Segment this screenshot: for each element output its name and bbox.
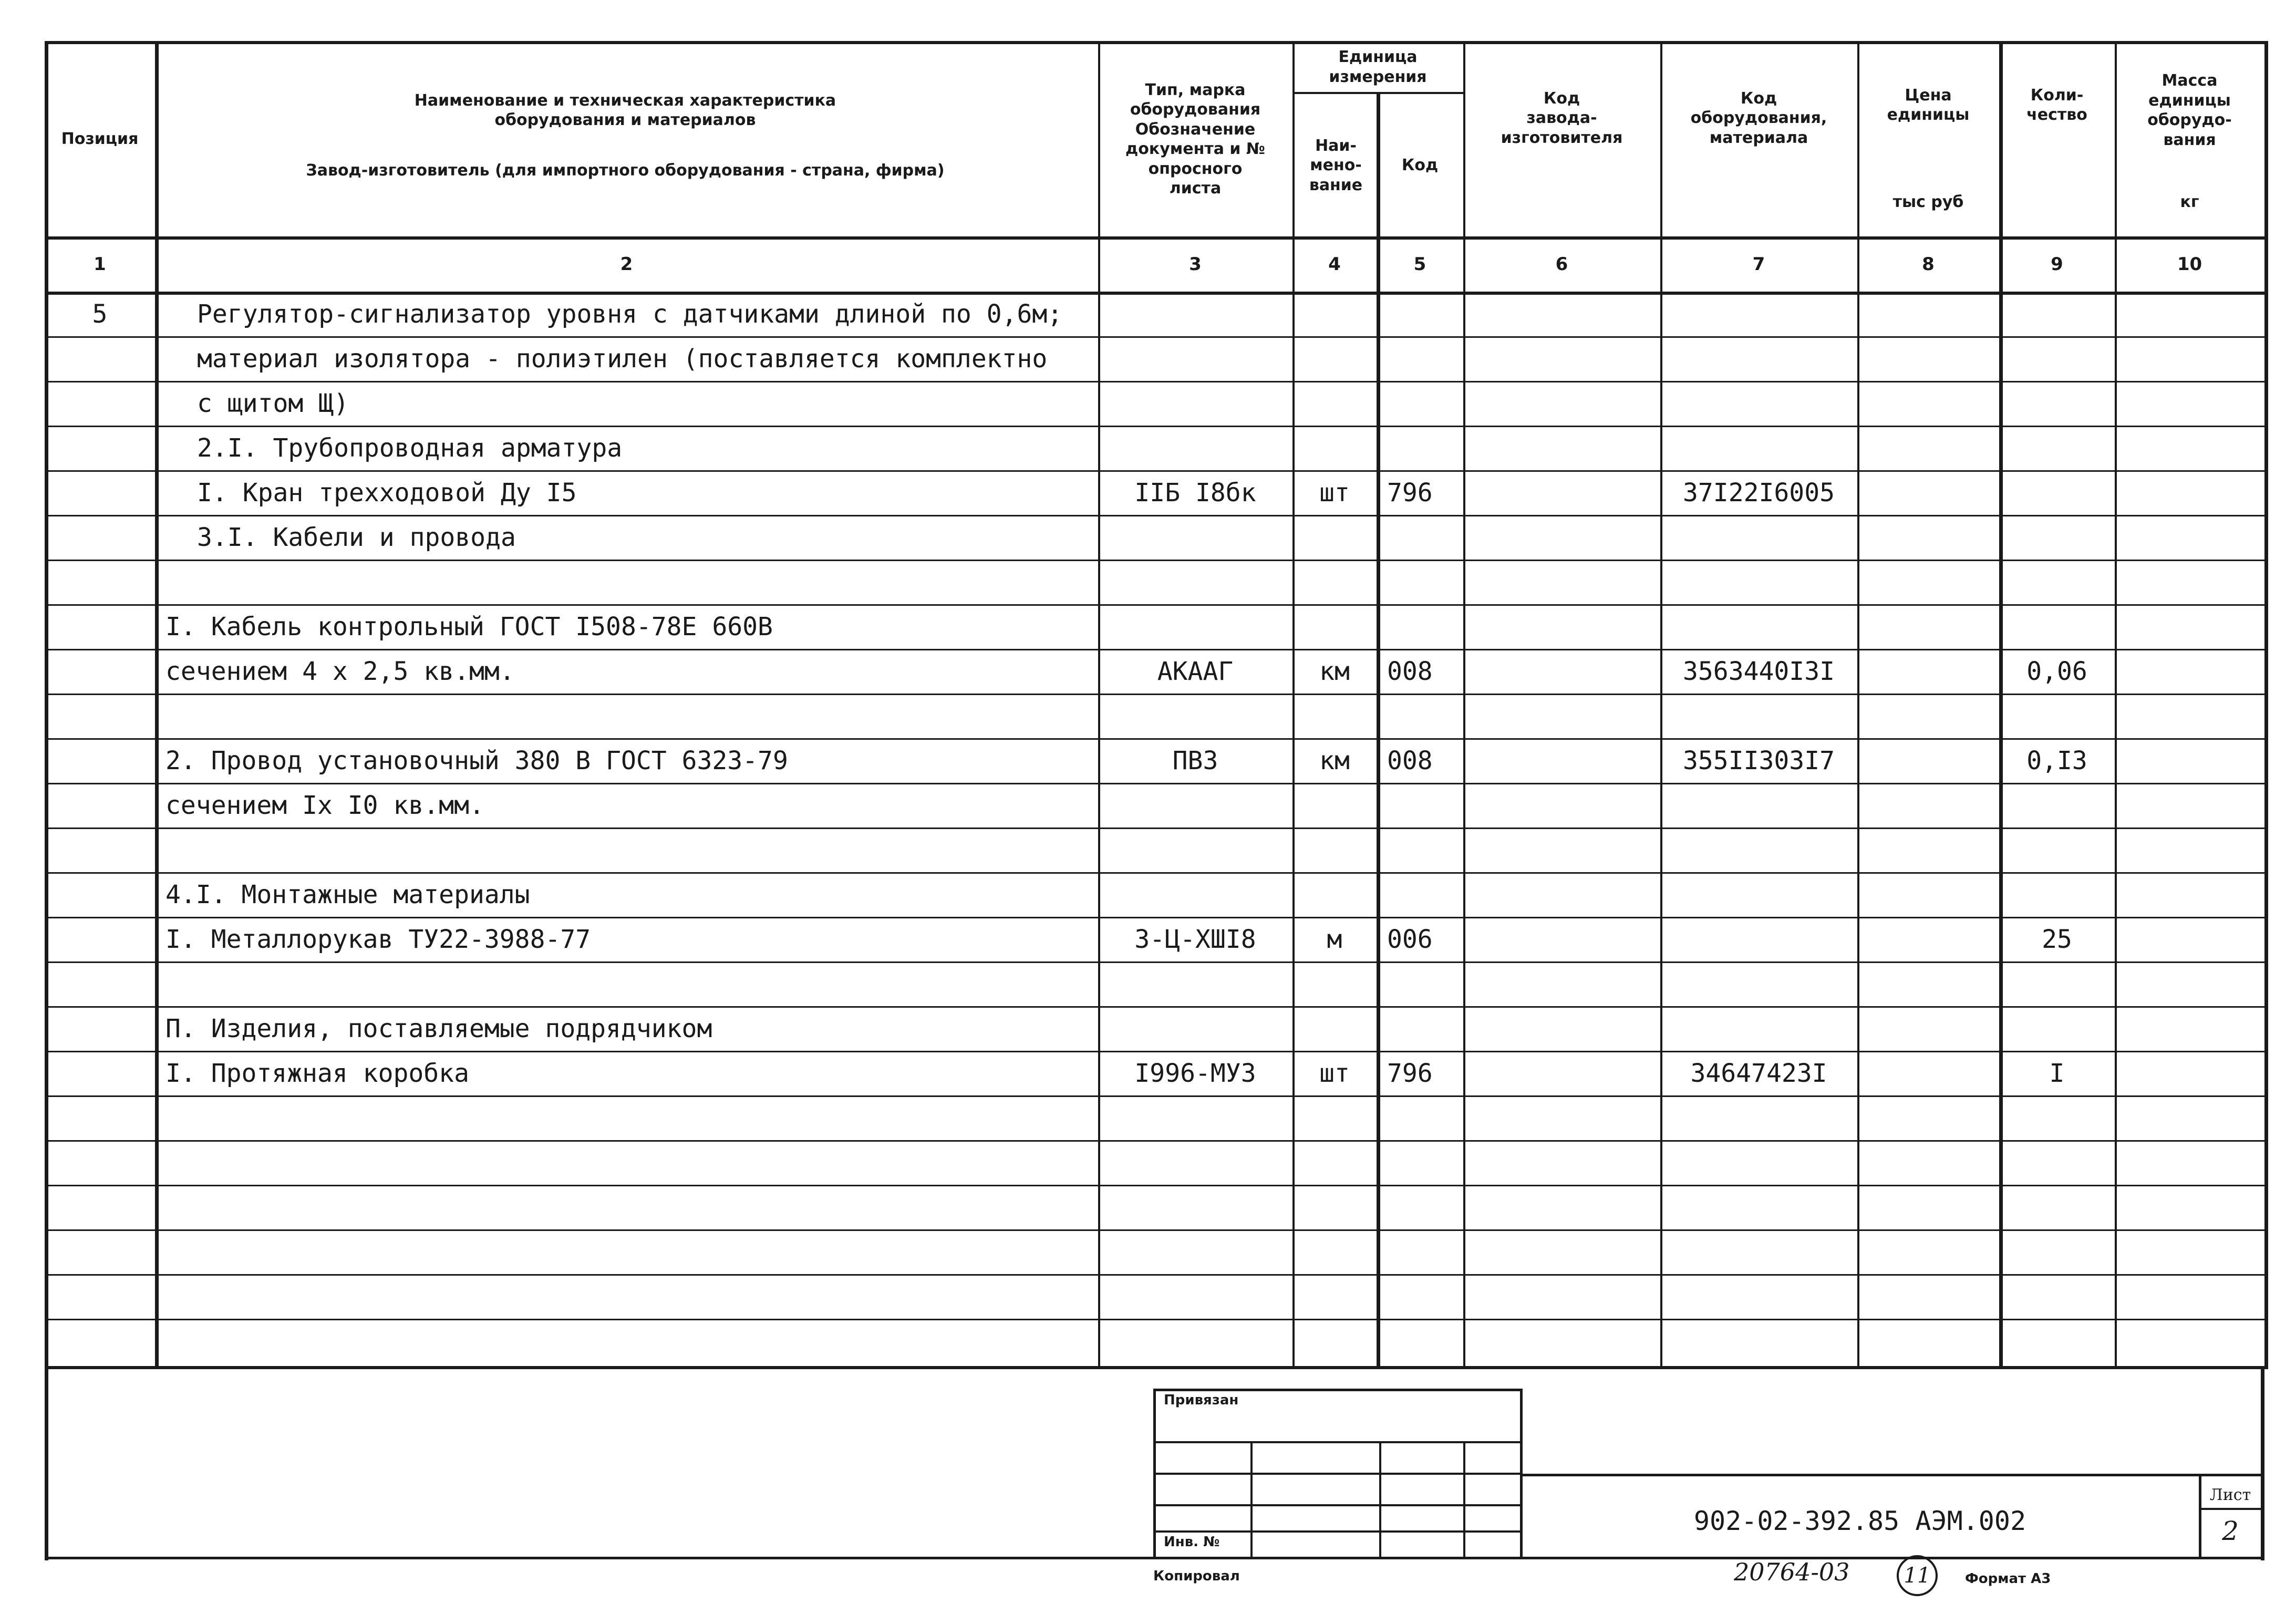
circled-number-text: 11 [1904, 1564, 1931, 1588]
column-line [1463, 41, 1465, 1369]
column-line [45, 41, 48, 1369]
column-line [1292, 41, 1295, 1369]
stamp-col [1463, 1441, 1465, 1557]
column-number: 4 [1328, 253, 1341, 275]
row-line [45, 1319, 2264, 1320]
row-line [45, 872, 2264, 874]
column-number: 6 [1555, 253, 1568, 275]
cell-quantity: 0,06 [2026, 656, 2087, 686]
header-unit-group: Единица измерения [1329, 48, 1427, 86]
row-line [45, 827, 2264, 829]
row-line [45, 1095, 2264, 1097]
header-bottom-border [45, 236, 2264, 240]
cell-unit-code: 008 [1387, 746, 1433, 775]
cell-unit-code: 796 [1387, 1058, 1433, 1088]
frame-left [45, 1366, 48, 1560]
header-plant-code: Код завода- изготовителя [1501, 89, 1623, 147]
stamp-kopiroval: Копировал [1153, 1568, 1240, 1584]
cell-name: с щитом Щ) [197, 388, 349, 418]
header-position: Позиция [61, 130, 139, 149]
cell-name: 2. Провод установочный 380 В ГОСТ 6323-79 [166, 746, 788, 775]
row-line [45, 649, 2264, 650]
row-line [45, 961, 2264, 963]
header-mass: Масса единицы оборудо- вания [2147, 71, 2232, 149]
stamp-col [1379, 1441, 1381, 1557]
row-line [45, 783, 2264, 784]
header-mass-unit: кг [2180, 193, 2199, 212]
cell-material-code: 355II303I7 [1683, 746, 1835, 775]
row-line [45, 694, 2264, 695]
cell-unit: км [1319, 656, 1350, 686]
table-top-border [45, 41, 2264, 44]
column-number: 7 [1752, 253, 1765, 275]
row-line [45, 917, 2264, 918]
cell-unit: м [1327, 924, 1342, 954]
cell-unit-code: 006 [1387, 924, 1433, 954]
body-bottom-border [45, 1366, 2264, 1369]
stamp-inv-no: Инв. № [1164, 1534, 1220, 1550]
stamp-col [1250, 1441, 1253, 1557]
cell-name: материал изолятора - полиэтилен (поставляется комплектно [197, 344, 1048, 374]
document-code: 902-02-392.85 АЭМ.002 [1693, 1506, 2026, 1536]
cell-material-code: 34647423I [1690, 1058, 1827, 1088]
cell-type: ПВЗ [1172, 746, 1218, 775]
row-line [45, 738, 2264, 740]
column-number: 9 [2051, 253, 2063, 275]
header-price-unit: тыс руб [1892, 193, 1964, 212]
cell-name: I. Кабель контрольный ГОСТ I508-78Е 660В [166, 612, 773, 642]
cell-type: IIБ I8бк [1134, 478, 1256, 508]
row-line [45, 560, 2264, 561]
row-line [45, 1229, 2264, 1231]
cell-name: 2.I. Трубопроводная арматура [197, 433, 623, 463]
sheet-box-left [2199, 1474, 2201, 1558]
sheet-label: Лист [2209, 1486, 2251, 1504]
column-line [1098, 41, 1100, 1369]
cell-type: АКААГ [1157, 656, 1234, 686]
row-line [45, 604, 2264, 606]
cell-name: сечением Iх I0 кв.мм. [166, 790, 484, 820]
format-label: Формат А3 [1965, 1571, 2051, 1587]
stamp-row [1153, 1504, 1521, 1506]
cell-material-code: 3563440I3I [1683, 656, 1835, 686]
header-price: Цена единицы [1887, 86, 1970, 124]
sheet-number: 2 [2222, 1516, 2239, 1546]
cell-name: I. Кран трехходовой Ду I5 [197, 478, 577, 508]
header-material-code: Код оборудования, материала [1690, 89, 1827, 147]
cell-quantity: 0,I3 [2026, 746, 2087, 775]
header-quantity: Коли- чество [2026, 86, 2087, 124]
cell-quantity: 25 [2042, 924, 2072, 954]
row-line [45, 1140, 2264, 1142]
column-number: 1 [94, 253, 106, 275]
header-unit-name: Наи- мено- вание [1309, 136, 1363, 194]
column-line [2115, 41, 2117, 1369]
stamp-row [1153, 1530, 1521, 1533]
stamp-privyazan: Привязан [1164, 1392, 1239, 1408]
header-name-subtitle: Завод-изготовитель (для импортного оборудования - страна, фирма) [306, 161, 945, 180]
column-number: 10 [2177, 253, 2202, 275]
row-line [45, 1051, 2264, 1052]
cell-type: З-Ц-ХШI8 [1134, 924, 1256, 954]
cell-quantity: I [2049, 1058, 2065, 1088]
header-type: Тип, марка оборудования Обозначение документа и № опросного листа [1125, 80, 1265, 198]
column-number: 3 [1189, 253, 1202, 275]
circled-number [1897, 1555, 1938, 1596]
handwritten-code: 20764-03 [1734, 1558, 1850, 1586]
column-number: 2 [620, 253, 633, 275]
row-line [45, 470, 2264, 472]
column-number-bottom-border [45, 292, 2264, 295]
stamp-row [1153, 1473, 1521, 1475]
row-line [45, 1006, 2264, 1008]
cell-name: сечением 4 х 2,5 кв.мм. [166, 656, 515, 686]
stamp-top [1153, 1389, 1521, 1391]
title-block-top [1520, 1474, 2264, 1476]
cell-name: I. Металлорукав ТУ22-3988-77 [166, 924, 591, 954]
row-line [45, 1274, 2264, 1276]
row-line [45, 515, 2264, 516]
cell-name: П. Изделия, поставляемые подрядчиком [166, 1013, 712, 1043]
cell-unit: шт [1319, 478, 1350, 508]
column-line [1377, 92, 1380, 1369]
header-name-title: Наименование и техническая характеристика оборудования и материалов [414, 91, 836, 129]
column-number: 8 [1922, 253, 1935, 275]
row-line [45, 381, 2264, 382]
row-line [45, 1185, 2264, 1186]
cell-unit-code: 796 [1387, 478, 1433, 508]
cell-position: 5 [92, 299, 108, 329]
column-line [1999, 41, 2003, 1369]
cell-name: Регулятор-сигнализатор уровня с датчиками длиной по 0,6м; [197, 299, 1063, 329]
frame-right [2261, 1366, 2264, 1560]
column-line [1857, 41, 1859, 1369]
cell-unit-code: 008 [1387, 656, 1433, 686]
cell-name: I. Протяжная коробка [166, 1058, 469, 1088]
row-line [45, 426, 2264, 427]
cell-unit: шт [1319, 1058, 1350, 1088]
column-line [155, 41, 159, 1369]
column-line [1660, 41, 1662, 1369]
cell-name: 4.I. Монтажные материалы [166, 880, 530, 909]
cell-type: I996-МУЗ [1134, 1058, 1256, 1088]
column-number: 5 [1413, 253, 1426, 275]
header-unit-code: Код [1401, 156, 1439, 175]
column-line [2264, 41, 2268, 1369]
stamp-row [1153, 1441, 1521, 1443]
cell-unit: км [1319, 746, 1350, 775]
cell-material-code: 37I22I6005 [1683, 478, 1835, 508]
sheet-box-divider [2199, 1508, 2264, 1510]
cell-name: 3.I. Кабели и провода [197, 522, 516, 552]
row-line [45, 336, 2264, 338]
